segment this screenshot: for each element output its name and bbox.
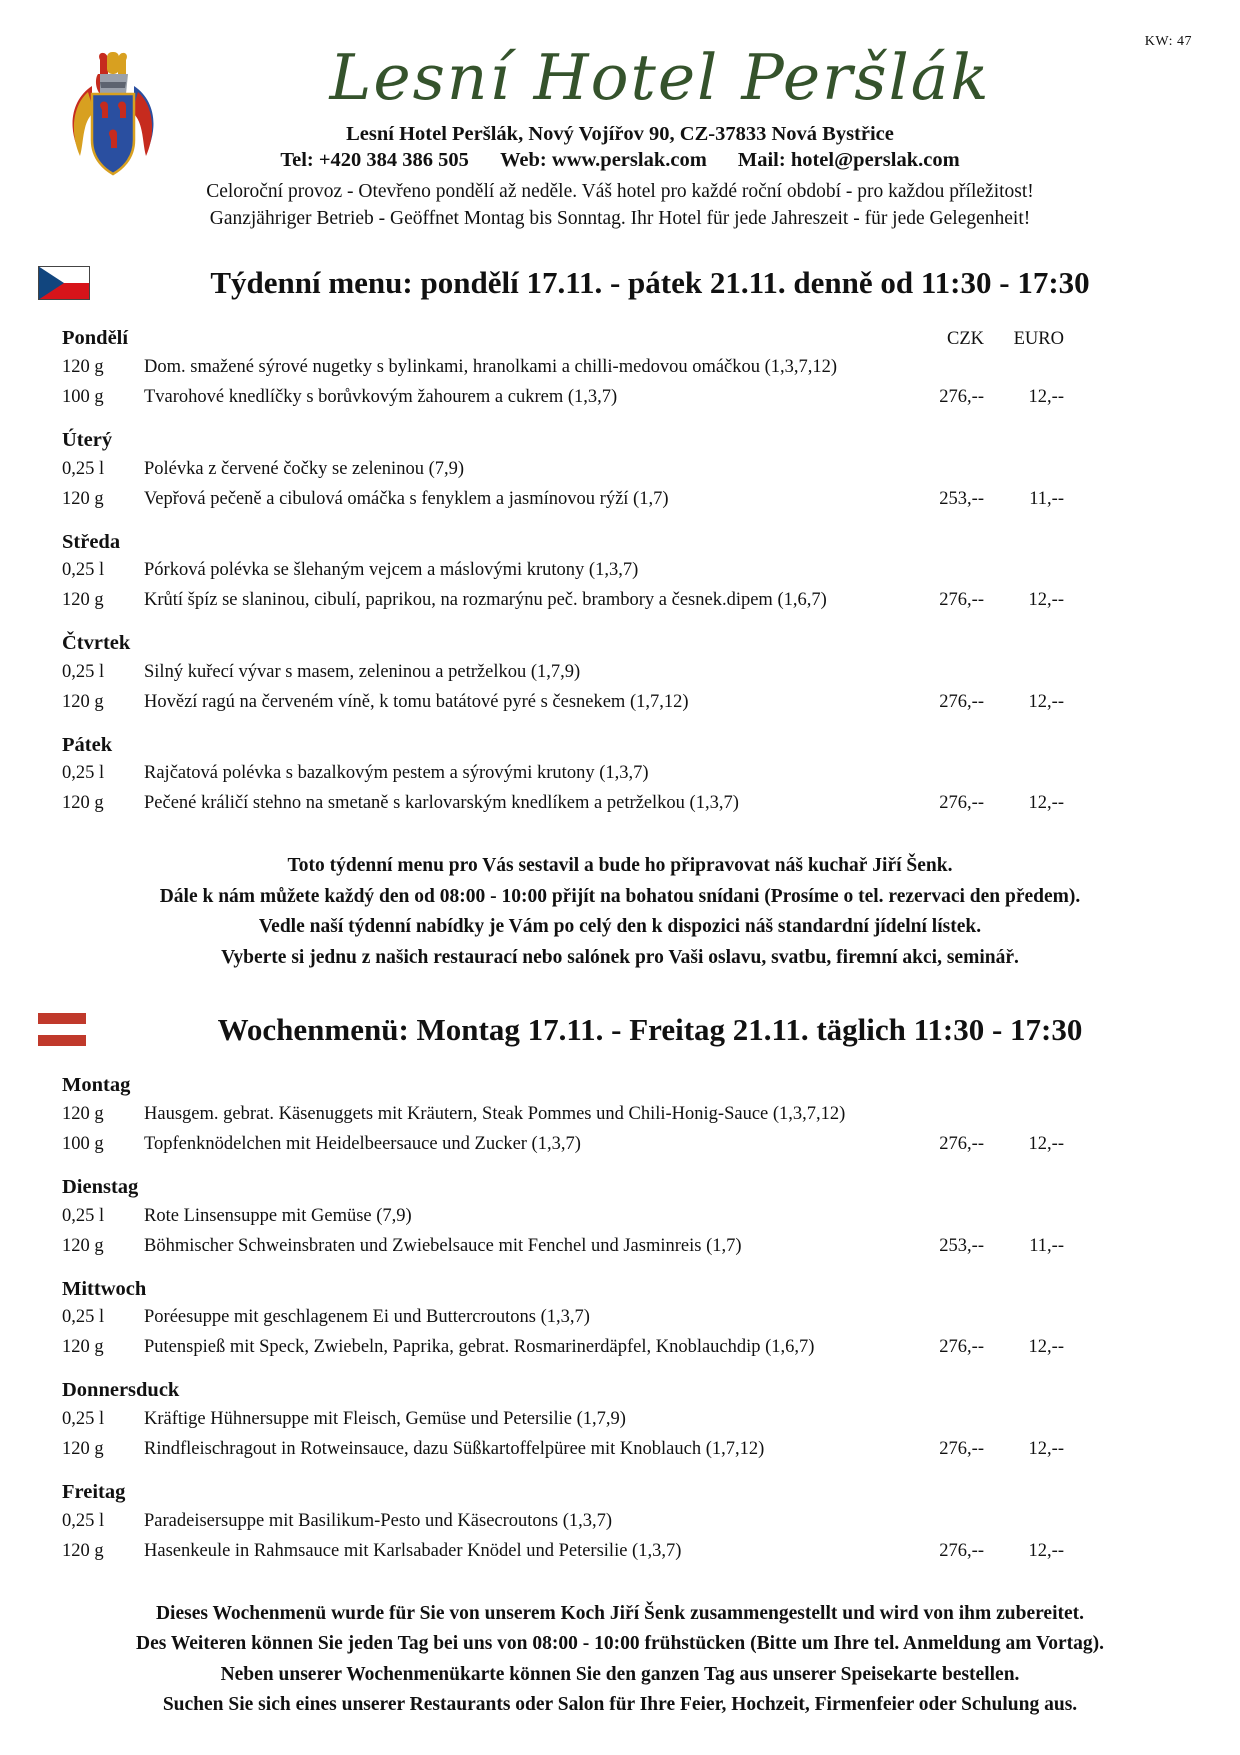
menu-item-row <box>62 1201 1064 1231</box>
menu-item-row <box>62 1434 1064 1464</box>
czech-menu-section <box>0 260 1240 818</box>
item-description: Polévka z červené čočky se zeleninou (7,9) <box>144 458 465 479</box>
item-description: Pórková polévka se šlehaným vejcem a máslovými krutony (1,3,7) <box>144 560 639 581</box>
euro-column-header <box>984 734 1064 751</box>
item-quantity: 0,25 l <box>62 763 105 784</box>
item-price-euro: 11,-- <box>1029 488 1064 509</box>
item-description: Topfenknödelchen mit Heidelbeersauce und Zucker (1,3,7) <box>144 1134 581 1155</box>
item-price-euro: 12,-- <box>1028 793 1064 814</box>
menu-item-row <box>62 382 1064 412</box>
website-text: Web: www.perslak.com <box>500 149 707 172</box>
day-name: Montag <box>62 1074 131 1097</box>
euro-column-header: EURO <box>1013 329 1064 350</box>
item-description: Putenspieß mit Speck, Zwiebeln, Paprika, gebrat. Rosmarinerdäpfel, Knoblauchdip (1,6,7) <box>144 1337 815 1358</box>
day-header-row <box>62 1362 1064 1404</box>
menu-day-block <box>62 310 1064 412</box>
item-price-czk: 253,-- <box>939 488 984 509</box>
footer-note-line: Suchen Sie sich eines unserer Restaurants oder Salon für Ihre Feier, Hochzeit, Firmenfeier oder Schulung aus. <box>162 1694 1078 1716</box>
opening-info-czech: Celoroční provoz - Otevřeno pondělí až neděle. Váš hotel pro každé roční období - pro každou příležitost! <box>206 181 1034 203</box>
item-price-euro: 12,-- <box>1028 386 1064 407</box>
czech-menu-table <box>62 310 1064 818</box>
item-description: Krůtí špíz se slaninou, cibulí, paprikou, na rozmarýnu peč. brambory a česnek.dipem (1,6,7) <box>144 590 827 611</box>
euro-column-header <box>984 1379 1064 1396</box>
menu-day-block <box>62 1057 1064 1159</box>
czk-column-header <box>892 1379 984 1396</box>
menu-day-block <box>62 717 1064 819</box>
czk-column-header <box>892 632 984 649</box>
czech-menu-title: Týdenní menu: pondělí 17.11. - pátek 21.11. denně od 11:30 - 17:30 <box>210 265 1090 301</box>
item-price-czk: 276,-- <box>939 793 984 814</box>
day-name: Dienstag <box>62 1176 139 1199</box>
item-description: Rindfleischragout in Rotweinsauce, dazu Süßkartoffelpüree mit Knoblauch (1,7,12) <box>144 1439 765 1460</box>
day-name: Freitag <box>62 1481 126 1504</box>
hotel-contact-line <box>0 149 1240 172</box>
day-name: Čtvrtek <box>62 632 131 655</box>
day-header-row <box>62 1057 1064 1099</box>
hotel-name-title: Lesní Hotel Peršlák <box>329 41 991 114</box>
czk-column-header <box>892 1074 984 1091</box>
footer-note-line: Toto týdenní menu pro Vás sestavil a bude ho připravovat náš kuchař Jiří Šenk. <box>287 855 953 877</box>
hotel-coat-of-arms-logo <box>62 48 164 180</box>
item-description: Rote Linsensuppe mit Gemüse (7,9) <box>144 1205 412 1226</box>
item-quantity: 0,25 l <box>62 1510 105 1531</box>
czk-column-header <box>892 1278 984 1295</box>
czk-column-header <box>892 1481 984 1498</box>
item-price-czk: 276,-- <box>939 1540 984 1561</box>
item-price-czk: 253,-- <box>939 1235 984 1256</box>
german-menu-heading-row <box>0 1007 1240 1053</box>
item-quantity: 100 g <box>62 1134 104 1155</box>
menu-item-row <box>62 1506 1064 1536</box>
day-header-row <box>62 717 1064 759</box>
item-price-czk: 276,-- <box>939 590 984 611</box>
menu-item-row <box>62 788 1064 818</box>
day-name: Donnersduck <box>62 1379 180 1402</box>
czk-column-header <box>892 429 984 446</box>
item-description: Rajčatová polévka s bazalkovým pestem a sýrovými krutony (1,3,7) <box>144 763 649 784</box>
opening-info-german: Ganzjähriger Betrieb - Geöffnet Montag bis Sonntag. Ihr Hotel für jede Jahreszeit - für jede Gelegenheit! <box>209 208 1031 230</box>
czk-column-header: CZK <box>947 329 984 350</box>
czk-column-header <box>892 734 984 751</box>
euro-column-header <box>984 429 1064 446</box>
item-price-euro: 12,-- <box>1028 1134 1064 1155</box>
menu-item-row <box>62 657 1064 687</box>
item-description: Hovězí ragú na červeném víně, k tomu batátové pyré s česnekem (1,7,12) <box>144 691 689 712</box>
item-quantity: 0,25 l <box>62 1205 105 1226</box>
euro-column-header <box>984 1481 1064 1498</box>
item-quantity: 120 g <box>62 793 104 814</box>
item-price-czk: 276,-- <box>939 1439 984 1460</box>
phone-text: Tel: +420 384 386 505 <box>280 149 469 172</box>
item-quantity: 120 g <box>62 1439 104 1460</box>
item-quantity: 120 g <box>62 356 104 377</box>
item-description: Tvarohové knedlíčky s borůvkovým žahourem a cukrem (1,3,7) <box>144 386 618 407</box>
czech-footer-notes <box>0 851 1240 973</box>
german-footer-notes <box>0 1599 1240 1721</box>
day-header-row <box>62 412 1064 454</box>
item-price-euro: 12,-- <box>1028 1337 1064 1358</box>
german-menu-section <box>0 1007 1240 1565</box>
menu-item-row <box>62 1099 1064 1129</box>
item-quantity: 120 g <box>62 488 104 509</box>
euro-column-header <box>984 1176 1064 1193</box>
menu-day-block <box>62 1261 1064 1363</box>
item-price-euro: 12,-- <box>1028 1540 1064 1561</box>
opening-info <box>0 179 1240 233</box>
menu-item-row <box>62 1231 1064 1261</box>
item-description: Vepřová pečeně a cibulová omáčka s fenyklem a jasmínovou rýží (1,7) <box>144 488 669 509</box>
hotel-address-line: Lesní Hotel Peršlák, Nový Vojířov 90, CZ-37833 Nová Bystřice <box>346 123 894 146</box>
item-quantity: 0,25 l <box>62 1307 105 1328</box>
day-header-row <box>62 310 1064 352</box>
menu-item-row <box>62 352 1064 382</box>
menu-item-row <box>62 1302 1064 1332</box>
item-description: Pečené králičí stehno na smetaně s karlovarským knedlíkem a petrželkou (1,3,7) <box>144 793 739 814</box>
item-price-czk: 276,-- <box>939 691 984 712</box>
menu-day-block <box>62 412 1064 514</box>
euro-column-header <box>984 531 1064 548</box>
menu-item-row <box>62 1536 1064 1566</box>
menu-item-row <box>62 1129 1064 1159</box>
euro-column-header <box>984 632 1064 649</box>
item-quantity: 100 g <box>62 386 104 407</box>
footer-note-line: Vedle naší týdenní nabídky je Vám po celý den k dispozici náš standardní jídelní lístek. <box>258 916 982 938</box>
item-quantity: 120 g <box>62 590 104 611</box>
czk-column-header <box>892 531 984 548</box>
menu-day-block <box>62 1464 1064 1566</box>
euro-column-header <box>984 1074 1064 1091</box>
item-quantity: 120 g <box>62 691 104 712</box>
day-name: Pátek <box>62 733 113 756</box>
austrian-flag-icon <box>38 1013 86 1049</box>
menu-day-block <box>62 615 1064 717</box>
item-description: Paradeisersuppe mit Basilikum-Pesto und Käsecroutons (1,3,7) <box>144 1510 613 1531</box>
item-description: Hausgem. gebrat. Käsenuggets mit Kräutern, Steak Pommes und Chili-Honig-Sauce (1,3,7,12) <box>144 1104 846 1125</box>
item-quantity: 120 g <box>62 1540 104 1561</box>
item-description: Poréesuppe mit geschlagenem Ei und Buttercroutons (1,3,7) <box>144 1307 590 1328</box>
menu-item-row <box>62 585 1064 615</box>
day-name: Středa <box>62 530 121 553</box>
day-name: Mittwoch <box>62 1277 147 1300</box>
item-quantity: 120 g <box>62 1337 104 1358</box>
footer-note-line: Des Weiteren können Sie jeden Tag bei uns von 08:00 - 10:00 frühstücken (Bitte um Ihre tel. Anmeldung am Vortag). <box>135 1633 1105 1655</box>
footer-note-line: Neben unserer Wochenmenükarte können Sie den ganzen Tag aus unserer Speisekarte bestellen. <box>220 1663 1020 1685</box>
item-quantity: 0,25 l <box>62 661 105 682</box>
menu-item-row <box>62 454 1064 484</box>
day-header-row <box>62 1464 1064 1506</box>
czech-menu-heading-row <box>0 260 1240 306</box>
item-quantity: 0,25 l <box>62 458 105 479</box>
item-price-czk: 276,-- <box>939 386 984 407</box>
calendar-week-label: KW: 47 <box>1144 34 1192 49</box>
email-text: Mail: hotel@perslak.com <box>737 149 960 172</box>
item-description: Hasenkeule in Rahmsauce mit Karlsabader Knödel und Petersilie (1,3,7) <box>144 1540 682 1561</box>
german-menu-title: Wochenmenü: Montag 17.11. - Freitag 21.11. täglich 11:30 - 17:30 <box>217 1012 1083 1048</box>
item-quantity: 120 g <box>62 1235 104 1256</box>
day-header-row <box>62 514 1064 556</box>
item-price-euro: 11,-- <box>1029 1235 1064 1256</box>
menu-item-row <box>62 758 1064 788</box>
item-quantity: 0,25 l <box>62 1409 105 1430</box>
menu-day-block <box>62 514 1064 616</box>
czech-flag-icon <box>38 266 90 300</box>
footer-note-line: Vyberte si jednu z našich restaurací nebo salónek pro Vaši oslavu, svatbu, firemní akci, seminář. <box>221 946 1019 968</box>
day-name: Pondělí <box>62 327 129 350</box>
menu-item-row <box>62 484 1064 514</box>
item-price-czk: 276,-- <box>939 1337 984 1358</box>
item-description: Böhmischer Schweinsbraten und Zwiebelsauce mit Fenchel und Jasminreis (1,7) <box>144 1235 742 1256</box>
item-price-euro: 12,-- <box>1028 590 1064 611</box>
menu-item-row <box>62 687 1064 717</box>
item-description: Silný kuřecí vývar s masem, zeleninou a petrželkou (1,7,9) <box>144 661 581 682</box>
menu-item-row <box>62 1332 1064 1362</box>
footer-note-line: Dále k nám můžete každý den od 08:00 - 10:00 přijít na bohatou snídani (Prosíme o tel. rezervaci den předem). <box>159 885 1081 907</box>
item-price-euro: 12,-- <box>1028 1439 1064 1460</box>
item-description: Kräftige Hühnersuppe mit Fleisch, Gemüse und Petersilie (1,7,9) <box>144 1409 626 1430</box>
day-header-row <box>62 615 1064 657</box>
menu-item-row <box>62 1404 1064 1434</box>
item-price-euro: 12,-- <box>1028 691 1064 712</box>
item-price-czk: 276,-- <box>939 1134 984 1155</box>
footer-note-line: Dieses Wochenmenü wurde für Sie von unserem Koch Jiří Šenk zusammengestellt und wird von ihm zubereitet. <box>155 1602 1085 1624</box>
menu-day-block <box>62 1362 1064 1464</box>
item-quantity: 0,25 l <box>62 560 105 581</box>
german-menu-table <box>62 1057 1064 1565</box>
menu-day-block <box>62 1159 1064 1261</box>
czk-column-header <box>892 1176 984 1193</box>
item-description: Dom. smažené sýrové nugetky s bylinkami, hranolkami a chilli-medovou omáčkou (1,3,7,12) <box>144 356 838 377</box>
euro-column-header <box>984 1278 1064 1295</box>
day-header-row <box>62 1261 1064 1303</box>
day-header-row <box>62 1159 1064 1201</box>
menu-item-row <box>62 555 1064 585</box>
day-name: Úterý <box>62 428 113 451</box>
item-quantity: 120 g <box>62 1104 104 1125</box>
